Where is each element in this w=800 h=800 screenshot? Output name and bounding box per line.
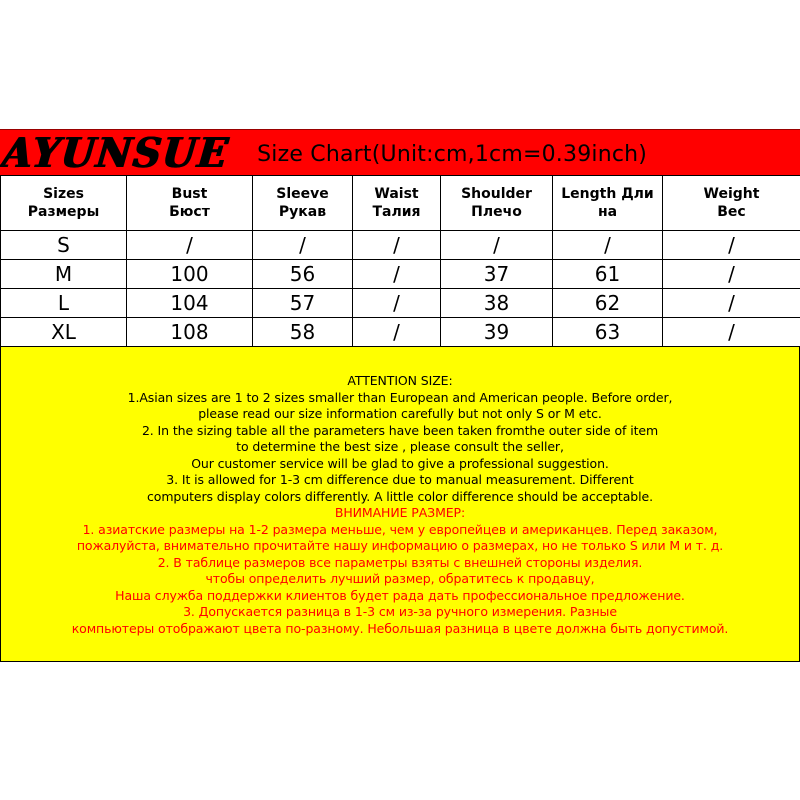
note-line-ru: компьютеры отображают цвета по-разному. Небольшая разница в цвете должна быть допустимой.	[71, 620, 729, 636]
note-line-en: 3. It is allowed for 1-3 cm difference due to manual measurement. Different	[166, 472, 634, 487]
table-cell: /	[441, 231, 553, 260]
column-header-length	[553, 176, 663, 231]
table-cell: /	[663, 231, 800, 260]
column-header-en: Sizes	[43, 186, 84, 202]
table-row	[1, 231, 800, 260]
table-header-row	[1, 176, 800, 231]
column-header-ru: Вес	[717, 204, 746, 220]
chart-title: Size Chart(Unit:cm,1cm=0.39inch)	[257, 142, 648, 167]
note-line-en: Our customer service will be glad to give a professional suggestion.	[191, 455, 609, 471]
column-header-ru: Плечо	[471, 204, 522, 220]
column-header-shoulder	[441, 176, 553, 231]
table-cell: 104	[127, 289, 253, 318]
chart-header	[0, 129, 800, 175]
brand-logo: AYUNSUE	[0, 127, 232, 177]
table-cell: /	[663, 318, 800, 347]
column-header-en: Waist	[374, 186, 419, 202]
column-header-en: Bust	[171, 186, 208, 202]
table-cell: /	[663, 289, 800, 318]
note-line-en: computers display colors differently. A little color difference should be acceptable.	[147, 488, 653, 504]
table-cell: 58	[253, 318, 353, 347]
table-cell: 56	[253, 260, 353, 289]
note-line-en: 1.Asian sizes are 1 to 2 sizes smaller than European and American people. Before order,	[127, 389, 673, 405]
table-cell: 37	[441, 260, 553, 289]
column-header-ru: Рукав	[278, 204, 327, 220]
table-cell: /	[353, 231, 441, 260]
table-cell: L	[1, 289, 127, 318]
column-header-ru: на	[597, 204, 618, 220]
table-cell: /	[127, 231, 253, 260]
table-row	[1, 260, 800, 289]
size-chart	[0, 129, 800, 662]
column-header-waist	[353, 176, 441, 231]
table-cell: 63	[553, 318, 663, 347]
column-header-en: Weight	[703, 186, 760, 202]
table-cell: 39	[441, 318, 553, 347]
table-cell: /	[553, 231, 663, 260]
table-cell: S	[1, 231, 127, 260]
note-line-ru: чтобы определить лучший размер, обратитесь к продавцу,	[205, 571, 595, 586]
table-cell: /	[353, 289, 441, 318]
size-notes	[0, 347, 800, 662]
table-cell: 38	[441, 289, 553, 318]
table-cell: /	[663, 260, 800, 289]
note-line-ru: 3. Допускается разница в 1-3 см из-за ручного измерения. Разные	[183, 604, 617, 619]
note-line-ru: ВНИМАНИЕ РАЗМЕР:	[334, 505, 466, 520]
note-line-ru: пожалуйста, внимательно прочитайте нашу информацию о размерах, но не только S или M и т. д.	[76, 538, 724, 553]
column-header-en: Shoulder	[461, 186, 532, 202]
note-line-ru: 2. В таблице размеров все параметры взяты с внешней стороны изделия.	[157, 554, 643, 570]
table-cell: M	[1, 260, 127, 289]
column-header-ru: Бюст	[169, 204, 210, 220]
column-header-sleeve	[253, 176, 353, 231]
table-cell: 108	[127, 318, 253, 347]
table-cell: 57	[253, 289, 353, 318]
note-line-en: please read our size information carefully but not only S or M etc.	[198, 406, 602, 421]
note-line-en: to determine the best size , please consult the seller,	[236, 439, 564, 454]
column-header-en: Sleeve	[276, 186, 329, 202]
table-cell: 62	[553, 289, 663, 318]
note-line-ru: 1. азиатские размеры на 1-2 размера меньше, чем у европейцев и американцев. Перед заказом,	[82, 521, 718, 537]
column-header-ru: Размеры	[27, 204, 100, 220]
column-header-weight	[663, 176, 800, 231]
column-header-sizes	[1, 176, 127, 231]
table-cell: 100	[127, 260, 253, 289]
table-row	[1, 318, 800, 347]
table-cell: 61	[553, 260, 663, 289]
table-cell: /	[353, 260, 441, 289]
column-header-en: Length Дли	[561, 186, 654, 202]
note-line-ru: Наша служба поддержки клиентов будет рада дать профессиональное предложение.	[115, 587, 685, 603]
table-cell: /	[353, 318, 441, 347]
column-header-ru: Талия	[372, 204, 421, 220]
table-row	[1, 289, 800, 318]
column-header-bust	[127, 176, 253, 231]
size-table	[0, 175, 800, 347]
table-cell: /	[253, 231, 353, 260]
table-cell: XL	[1, 318, 127, 347]
note-line-en: 2. In the sizing table all the parameters have been taken fromthe outer side of item	[141, 422, 659, 438]
note-line-en: ATTENTION SIZE:	[347, 373, 453, 388]
